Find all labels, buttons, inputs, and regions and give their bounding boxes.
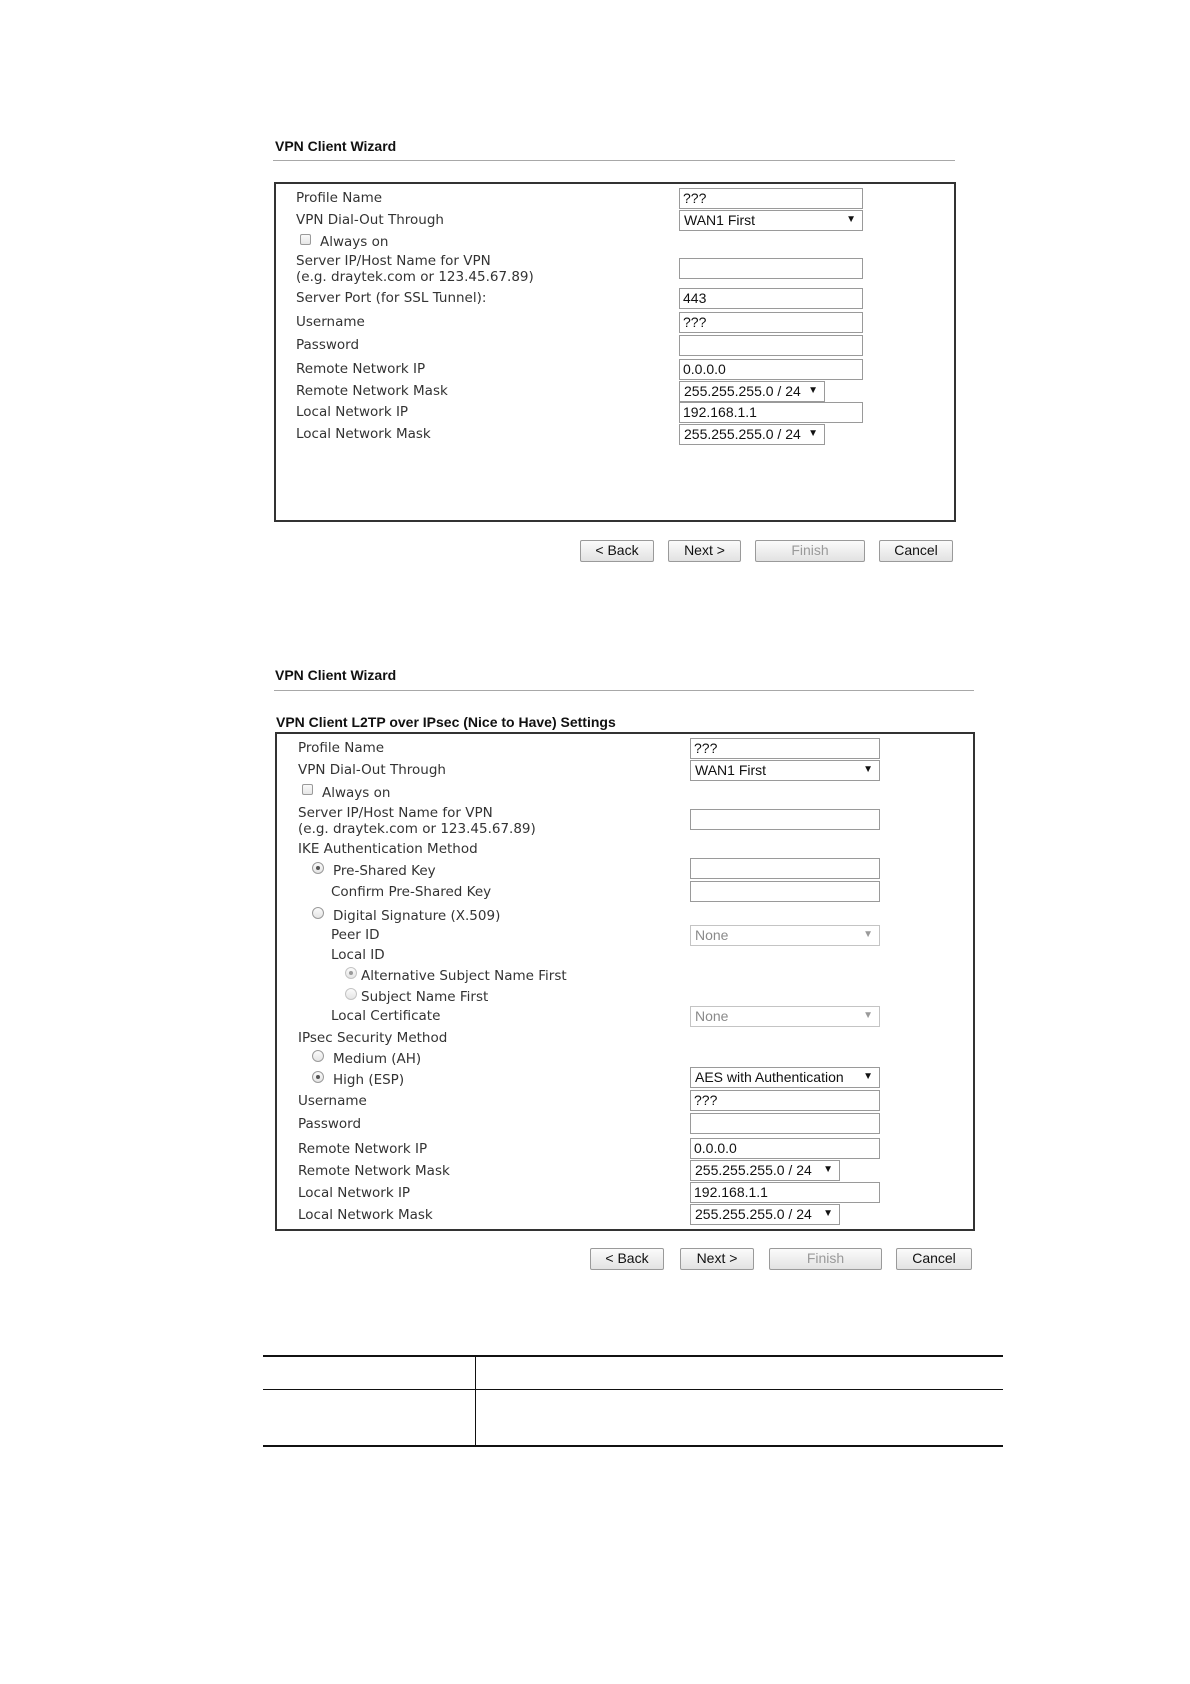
w2-local-cert-label: Local Certificate — [331, 1008, 441, 1024]
w2-profile-name-label: Profile Name — [298, 740, 385, 756]
chevron-down-icon: ▼ — [823, 1164, 833, 1175]
w1-profile-name-label: Profile Name — [296, 190, 383, 206]
chevron-down-icon: ▼ — [846, 214, 856, 225]
w2-back-button[interactable]: < Back — [590, 1248, 664, 1270]
w2-local-ip-label: Local Network IP — [298, 1185, 411, 1201]
w2-username-input[interactable]: ??? — [690, 1090, 880, 1111]
chevron-down-icon: ▼ — [808, 385, 818, 396]
chevron-down-icon: ▼ — [863, 1010, 873, 1021]
chevron-down-icon: ▼ — [863, 1071, 873, 1082]
table-top-border — [263, 1355, 1003, 1357]
w2-cancel-button[interactable]: Cancel — [896, 1248, 972, 1270]
w2-peer-id-label: Peer ID — [331, 927, 380, 943]
w2-alt-subject-radio[interactable] — [345, 967, 357, 979]
w2-confirm-psk-input[interactable] — [690, 881, 880, 902]
w2-username-label: Username — [298, 1093, 367, 1109]
w2-local-mask-select[interactable] — [690, 1204, 840, 1225]
w2-password-label: Password — [298, 1116, 362, 1132]
w1-dial-out-select[interactable] — [679, 210, 863, 231]
w1-finish-button[interactable]: Finish — [755, 540, 865, 562]
w1-server-port-input[interactable]: 443 — [679, 288, 863, 309]
w1-remote-mask-label: Remote Network Mask — [296, 383, 448, 399]
chevron-down-icon: ▼ — [823, 1208, 833, 1219]
w2-digital-signature-radio[interactable] — [312, 907, 324, 919]
w2-remote-mask-value: 255.255.255.0 / 24 — [695, 1162, 812, 1178]
w2-dial-out-select[interactable] — [690, 760, 880, 781]
w2-peer-id-value: None — [695, 927, 729, 943]
w2-ipsec-method-label: IPsec Security Method — [298, 1030, 448, 1046]
w1-server-ip-input[interactable] — [679, 258, 863, 279]
w2-remote-ip-label: Remote Network IP — [298, 1141, 428, 1157]
w2-local-ip-input[interactable]: 192.168.1.1 — [690, 1182, 880, 1203]
w2-local-mask-value: 255.255.255.0 / 24 — [695, 1206, 812, 1222]
w2-always-on-label: Always on — [322, 785, 391, 801]
w2-server-ip-label: Server IP/Host Name for VPN — [298, 805, 493, 821]
w2-high-esp-radio[interactable] — [312, 1071, 324, 1083]
wizard1-title: VPN Client Wizard — [275, 138, 397, 154]
w2-remote-mask-label: Remote Network Mask — [298, 1163, 450, 1179]
w2-medium-ah-label: Medium (AH) — [333, 1051, 422, 1067]
w1-server-ip-label: Server IP/Host Name for VPN — [296, 253, 491, 269]
w1-dial-out-value: WAN1 First — [684, 212, 756, 228]
w2-pre-shared-key-input[interactable] — [690, 858, 880, 879]
w1-server-port-label: Server Port (for SSL Tunnel): — [296, 290, 487, 306]
w1-local-mask-value: 255.255.255.0 / 24 — [684, 426, 801, 442]
wizard1-title-divider — [273, 160, 955, 161]
w2-next-button[interactable]: Next > — [680, 1248, 754, 1270]
w2-esp-method-select[interactable] — [690, 1067, 880, 1088]
chevron-down-icon: ▼ — [808, 428, 818, 439]
w2-profile-name-input[interactable]: ??? — [690, 738, 880, 759]
w2-remote-mask-select[interactable] — [690, 1160, 840, 1181]
w1-password-input[interactable] — [679, 335, 863, 356]
w2-medium-ah-radio[interactable] — [312, 1050, 324, 1062]
w1-local-mask-label: Local Network Mask — [296, 426, 431, 442]
w2-peer-id-select[interactable] — [690, 925, 880, 946]
w2-local-mask-label: Local Network Mask — [298, 1207, 433, 1223]
w1-back-button[interactable]: < Back — [580, 540, 654, 562]
w1-username-input[interactable]: ??? — [679, 312, 863, 333]
w2-pre-shared-key-radio[interactable] — [312, 862, 324, 874]
w1-next-button[interactable]: Next > — [668, 540, 741, 562]
w1-local-mask-select[interactable] — [679, 424, 825, 445]
w1-dial-out-label: VPN Dial-Out Through — [296, 212, 444, 228]
w1-username-label: Username — [296, 314, 365, 330]
table-column-divider — [475, 1356, 476, 1446]
w2-digital-signature-label: Digital Signature (X.509) — [333, 908, 501, 924]
chevron-down-icon: ▼ — [863, 929, 873, 940]
w2-local-cert-value: None — [695, 1008, 729, 1024]
w2-finish-button[interactable]: Finish — [769, 1248, 882, 1270]
w2-server-ip-hint: (e.g. draytek.com or 123.45.67.89) — [298, 821, 536, 837]
wizard2-title-divider — [274, 690, 974, 691]
w1-server-ip-hint: (e.g. draytek.com or 123.45.67.89) — [296, 269, 534, 285]
w1-password-label: Password — [296, 337, 360, 353]
table-bottom-border — [263, 1445, 1003, 1447]
w2-dial-out-label: VPN Dial-Out Through — [298, 762, 446, 778]
w2-alt-subject-label: Alternative Subject Name First — [361, 968, 567, 984]
w2-subject-name-label: Subject Name First — [361, 989, 489, 1005]
w1-remote-mask-select[interactable] — [679, 381, 825, 402]
w2-ike-method-label: IKE Authentication Method — [298, 841, 478, 857]
chevron-down-icon: ▼ — [863, 764, 873, 775]
w1-always-on-label: Always on — [320, 234, 389, 250]
w2-password-input[interactable] — [690, 1113, 880, 1134]
w2-remote-ip-input[interactable]: 0.0.0.0 — [690, 1138, 880, 1159]
w1-local-ip-input[interactable]: 192.168.1.1 — [679, 402, 863, 423]
w2-subject-name-radio[interactable] — [345, 988, 357, 1000]
table-header-divider — [263, 1389, 1003, 1390]
w2-confirm-psk-label: Confirm Pre-Shared Key — [331, 884, 492, 900]
w2-pre-shared-key-label: Pre-Shared Key — [333, 863, 436, 879]
w2-server-ip-input[interactable] — [690, 809, 880, 830]
w1-remote-mask-value: 255.255.255.0 / 24 — [684, 383, 801, 399]
w1-remote-ip-input[interactable]: 0.0.0.0 — [679, 359, 863, 380]
w2-high-esp-label: High (ESP) — [333, 1072, 405, 1088]
w1-local-ip-label: Local Network IP — [296, 404, 409, 420]
w1-remote-ip-label: Remote Network IP — [296, 361, 426, 377]
wizard2-title: VPN Client Wizard — [275, 667, 397, 683]
w2-esp-method-value: AES with Authentication — [695, 1069, 844, 1085]
w1-profile-name-input[interactable]: ??? — [679, 188, 863, 209]
w1-cancel-button[interactable]: Cancel — [879, 540, 953, 562]
w1-always-on-checkbox[interactable] — [300, 234, 311, 245]
w2-dial-out-value: WAN1 First — [695, 762, 767, 778]
w2-local-cert-select[interactable] — [690, 1006, 880, 1027]
w2-local-id-label: Local ID — [331, 947, 385, 963]
w2-always-on-checkbox[interactable] — [302, 784, 313, 795]
wizard2-panel-title: VPN Client L2TP over IPsec (Nice to Have) Settings — [276, 714, 616, 730]
